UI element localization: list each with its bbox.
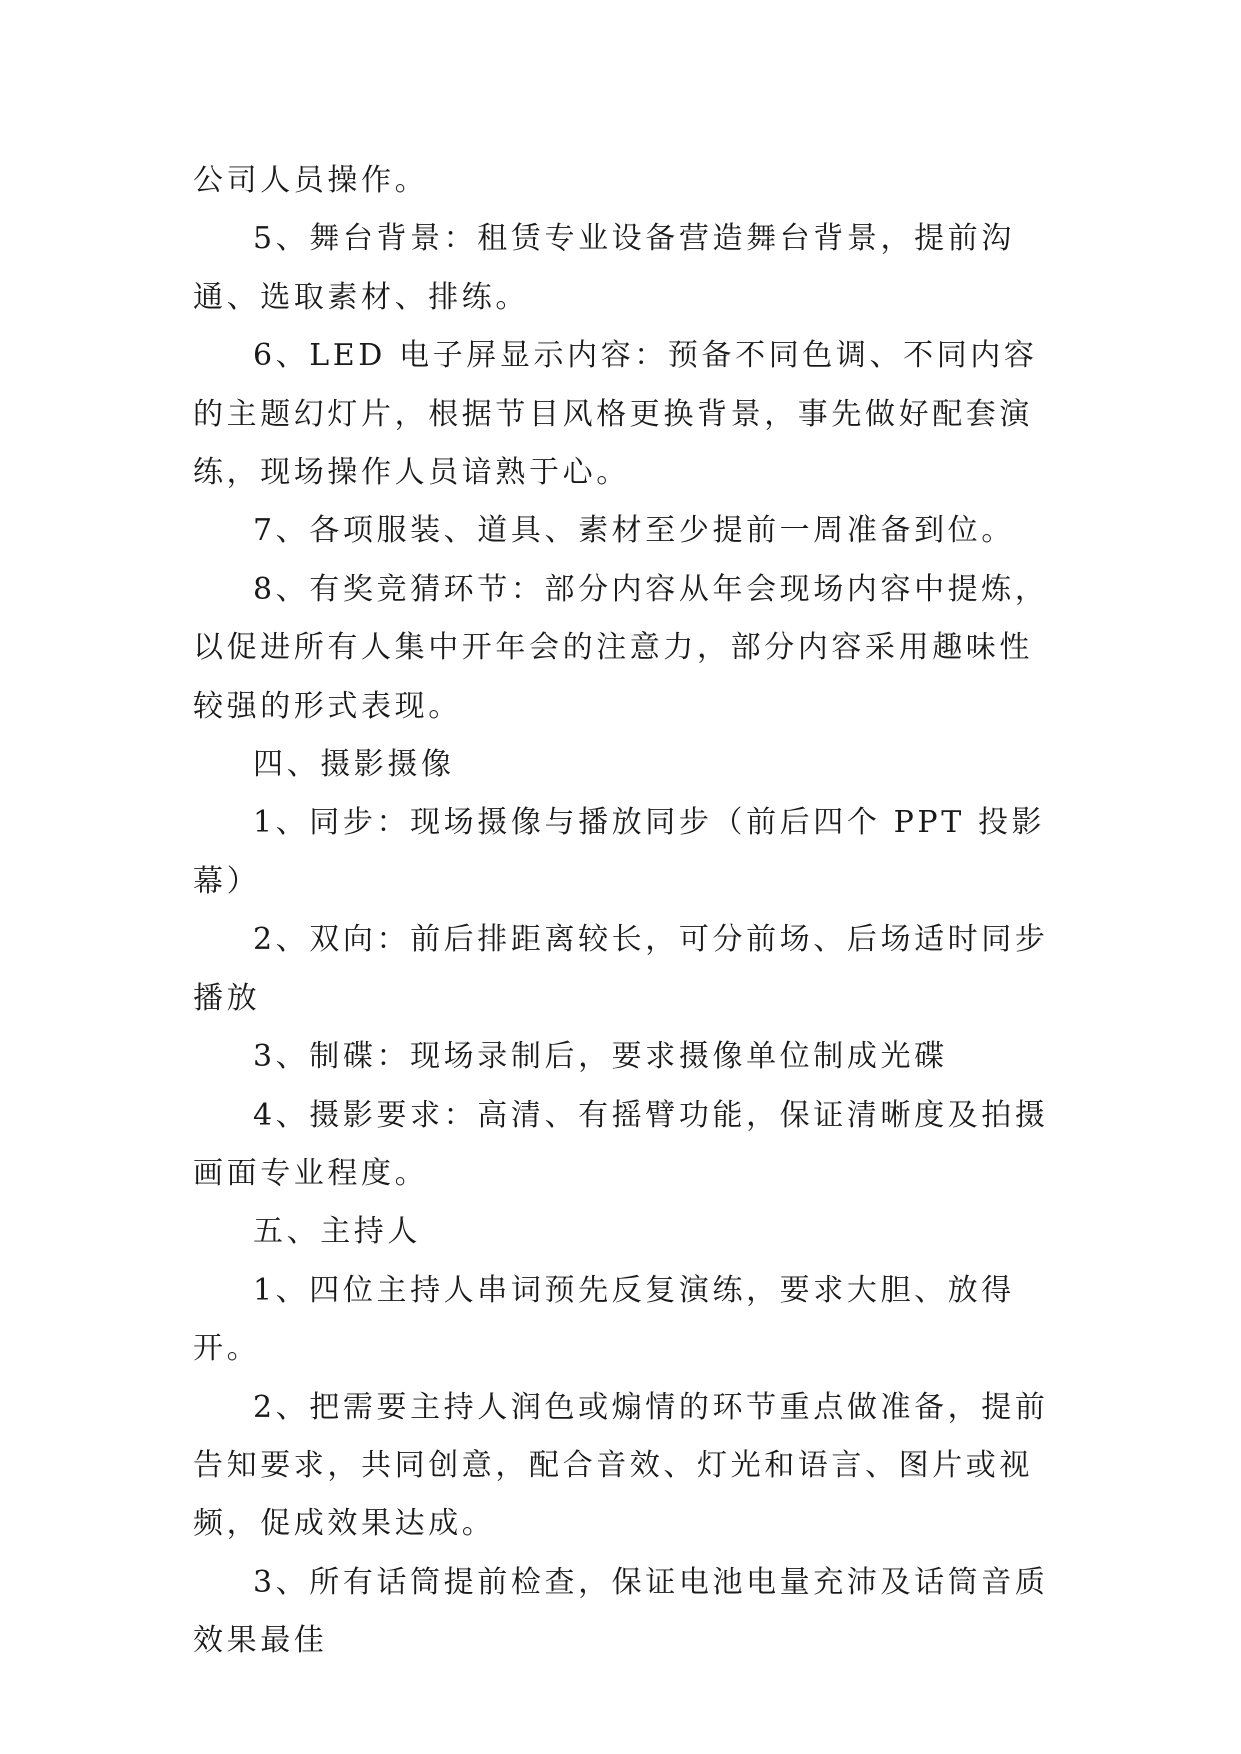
section-heading-photography: 四、摄影摄像 — [253, 747, 455, 783]
paragraph-photo-3-disc: 3、制碟：现场录制后，要求摄像单位制成光碟 — [253, 1039, 948, 1075]
paragraph-host-1-rehearsal: 1、四位主持人串词预先反复演练，要求大胆、放得开。 — [193, 1272, 1015, 1367]
paragraph-item-7-costumes: 7、各项服装、道具、素材至少提前一周准备到位。 — [253, 513, 1015, 549]
paragraph-host-2-preparation: 2、把需要主持人润色或煽情的环节重点做准备，提前告知要求，共同创意，配合音效、灯光和语言、图片或视频，促成效果达成。 — [193, 1389, 1049, 1542]
paragraph-photo-2-bidirectional: 2、双向：前后排距离较长，可分前场、后场适时同步播放 — [193, 922, 1049, 1016]
paragraph-photo-4-requirements: 4、摄影要求：高清、有摇臂功能，保证清晰度及拍摄画面专业程度。 — [193, 1097, 1049, 1191]
paragraph-host-3-microphones: 3、所有话筒提前检查，保证电池电量充沛及话筒音质效果最佳 — [193, 1564, 1049, 1659]
paragraph-continuation: 公司人员操作。 — [193, 163, 429, 198]
paragraph-item-6-led-screen: 6、LED 电子屏显示内容：预备不同色调、不同内容的主题幻灯片，根据节目风格更换背景，事先做好配套演练，现场操作人员谙熟于心。 — [193, 338, 1038, 491]
document-body — [193, 152, 1063, 1671]
paragraph-item-5-stage-background: 5、舞台背景：租赁专业设备营造舞台背景，提前沟通、选取素材、排练。 — [193, 221, 1015, 315]
paragraph-photo-1-sync: 1、同步：现场摄像与播放同步（前后四个 PPT 投影幕） — [193, 805, 1046, 899]
paragraph-item-8-quiz: 8、有奖竞猜环节：部分内容从年会现场内容中提炼，以促进所有人集中开年会的注意力，部分内容采用趣味性较强的形式表现。 — [193, 571, 1049, 724]
section-heading-host: 五、主持人 — [253, 1214, 421, 1250]
